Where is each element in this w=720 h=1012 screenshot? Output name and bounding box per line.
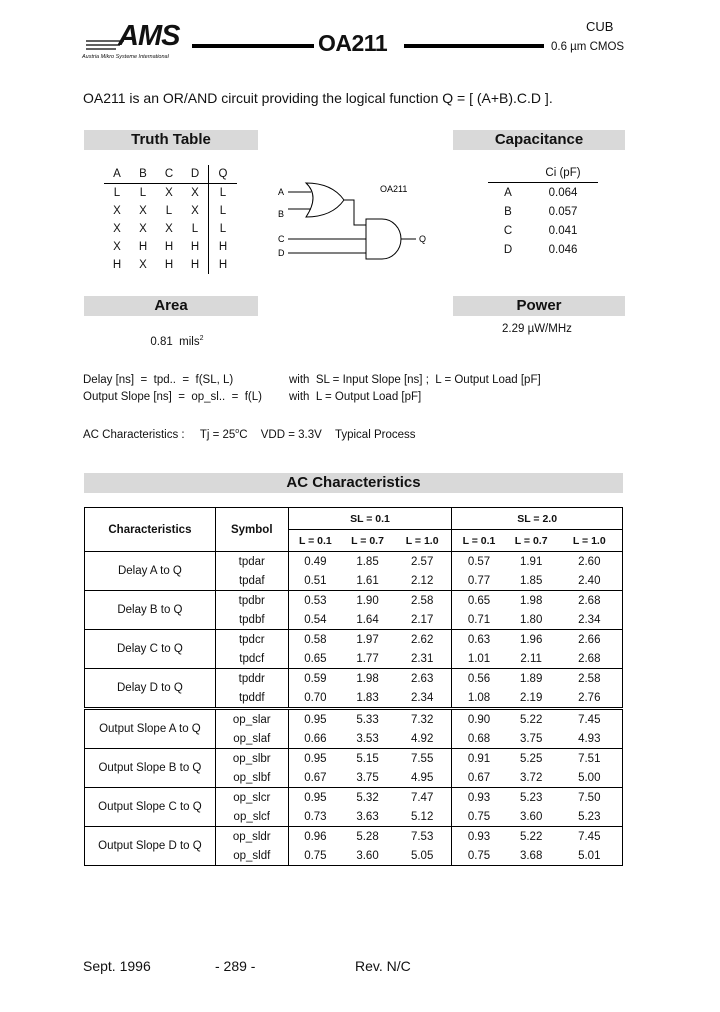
ac-value: 3.75 [506, 729, 557, 749]
tt-cell: H [209, 238, 238, 256]
tt-cell: L [209, 220, 238, 238]
schematic-input-b: B [278, 209, 285, 219]
tt-cell: X [113, 223, 121, 235]
ac-col-characteristics: Characteristics [85, 508, 216, 552]
ac-value: 1.01 [452, 649, 506, 669]
tt-cell: H [164, 241, 174, 253]
ac-row-symbol: tpddr [215, 669, 288, 689]
ac-value: 4.92 [393, 729, 452, 749]
tt-cell: H [138, 241, 148, 253]
schematic-input-a: A [278, 187, 285, 197]
ac-value: 2.11 [506, 649, 557, 669]
ac-value: 0.95 [304, 752, 327, 765]
ac-row-name: Output Slope A to Q [85, 709, 216, 749]
ac-load: L = 1.0 [557, 530, 623, 552]
ac-row-name: Delay D to Q [85, 669, 216, 709]
ac-value: 2.57 [393, 552, 452, 572]
ac-value: 0.93 [467, 830, 491, 843]
ac-value: 3.60 [506, 807, 557, 827]
ac-value: 2.68 [557, 649, 623, 669]
tt-cell: X [165, 223, 173, 235]
ac-value: 2.40 [557, 571, 623, 591]
ac-value: 7.45 [578, 713, 601, 726]
ac-value: 1.83 [342, 688, 393, 709]
area-value [144, 323, 204, 348]
tt-cell: X [113, 241, 121, 253]
footer-date: Sept. 1996 [83, 958, 151, 974]
ac-value: 1.08 [452, 688, 506, 709]
footer-revision: Rev. N/C [355, 958, 411, 974]
slope-formula: Output Slope [ns] = op_sl.. = f(L) [83, 391, 262, 403]
ac-row-symbol: op_slbf [215, 768, 288, 788]
area-exponent: 2 [199, 335, 204, 342]
cap-pin: B [504, 205, 512, 218]
cond-tj-unit: C [239, 428, 248, 441]
ac-value: 0.75 [452, 846, 506, 866]
ac-value: 3.68 [506, 846, 557, 866]
ac-value: 1.85 [506, 571, 557, 591]
ac-sl-group-2: SL = 2.0 [452, 508, 623, 530]
tt-cell: H [112, 259, 122, 271]
ac-value: 0.63 [467, 633, 491, 646]
ac-value: 7.45 [578, 830, 601, 843]
ac-value: 7.55 [393, 749, 452, 769]
ac-value: 0.93 [467, 791, 491, 804]
ac-row-name: Output Slope C to Q [85, 788, 216, 827]
table-row [85, 749, 623, 769]
ac-value: 1.90 [356, 594, 379, 607]
intro-text: OA211 is an OR/AND circuit providing the logical function Q = [ (A+B).C.D ]. [83, 90, 553, 106]
ac-value: 5.15 [356, 752, 379, 765]
table-row [85, 669, 623, 689]
ac-value: 2.76 [557, 688, 623, 709]
ac-value: 0.77 [452, 571, 506, 591]
ac-value: 1.61 [342, 571, 393, 591]
ac-value: 0.67 [452, 768, 506, 788]
ac-value: 1.97 [356, 633, 379, 646]
ac-value: 0.67 [288, 768, 342, 788]
ac-value: 0.95 [304, 713, 327, 726]
ac-value: 5.25 [519, 752, 543, 765]
ac-value: 0.91 [467, 752, 491, 765]
ac-row-symbol: op_sldf [215, 846, 288, 866]
ac-value: 5.00 [557, 768, 623, 788]
tt-cell: X [139, 205, 147, 217]
ac-load: L = 1.0 [393, 530, 452, 552]
ac-value: 3.72 [506, 768, 557, 788]
ac-value: 0.73 [288, 807, 342, 827]
ac-value: 7.51 [578, 752, 601, 765]
logo-text: AMS [118, 20, 180, 52]
ac-value: 4.95 [393, 768, 452, 788]
ac-value: 2.17 [393, 610, 452, 630]
ac-conditions [83, 428, 416, 441]
cond-tj: Tj = 25 [199, 428, 236, 441]
ac-row-symbol: op_slbr [215, 749, 288, 769]
ac-title: AC Characteristics [84, 473, 623, 493]
ac-value: 0.75 [452, 807, 506, 827]
ac-row-symbol: tpdcr [215, 630, 288, 650]
ac-value: 1.96 [519, 633, 543, 646]
cond-tj-degree: o [235, 428, 240, 435]
schematic-input-c: C [278, 234, 285, 244]
ac-value: 0.51 [288, 571, 342, 591]
cap-value: 0.057 [548, 205, 578, 218]
ac-value: 2.31 [393, 649, 452, 669]
tt-cell: L [209, 184, 238, 203]
ac-value: 1.64 [342, 610, 393, 630]
ac-value: 7.47 [393, 788, 452, 808]
ac-load: L = 0.1 [288, 530, 342, 552]
ac-value: 3.75 [342, 768, 393, 788]
oa211-schematic [270, 172, 450, 272]
ac-value: 5.23 [519, 791, 543, 804]
delay-formula-note: with SL = Input Slope [ns] ; L = Output Load [pF] [289, 374, 541, 386]
ac-value: 0.54 [288, 610, 342, 630]
header-rule-right [404, 44, 544, 48]
tt-cell: X [165, 187, 173, 199]
table-row [85, 709, 623, 730]
cap-value: 0.041 [548, 224, 578, 237]
ac-value: 0.68 [452, 729, 506, 749]
ac-value: 1.91 [519, 555, 543, 568]
ac-value: 0.71 [452, 610, 506, 630]
ac-row-symbol: op_sldr [215, 827, 288, 847]
ac-value: 2.63 [393, 669, 452, 689]
ac-value: 0.70 [288, 688, 342, 709]
library-name: CUB [586, 19, 614, 34]
tt-cell: L [113, 187, 121, 199]
ac-value: 0.75 [288, 846, 342, 866]
tt-cell: L [209, 202, 238, 220]
ac-value: 0.49 [304, 555, 327, 568]
tt-header: D [190, 168, 200, 180]
ac-value: 4.93 [557, 729, 623, 749]
ac-value: 0.66 [288, 729, 342, 749]
ac-value: 0.90 [467, 713, 491, 726]
ac-value: 5.22 [519, 713, 543, 726]
ac-table [84, 507, 623, 866]
cap-header: Ci (pF) [545, 166, 581, 179]
ac-value: 2.12 [393, 571, 452, 591]
ac-value: 2.58 [578, 672, 601, 685]
delay-formula: Delay [ns] = tpd.. = f(SL, L) [83, 374, 234, 386]
capacitance-title: Capacitance [453, 130, 625, 150]
ac-value: 5.32 [356, 791, 379, 804]
ac-value: 0.65 [467, 594, 491, 607]
ac-value: 5.12 [393, 807, 452, 827]
ac-row-symbol: op_slcr [215, 788, 288, 808]
ac-row-symbol: tpdar [215, 552, 288, 572]
table-row [85, 788, 623, 808]
ac-row-symbol: tpdaf [215, 571, 288, 591]
ac-value: 1.98 [519, 594, 543, 607]
ac-value: 7.32 [393, 709, 452, 730]
ac-value: 3.63 [342, 807, 393, 827]
power-value: 2.29 µW/MHz [502, 323, 572, 335]
ac-row-symbol: tpdbr [215, 591, 288, 611]
tt-header: Q [209, 165, 238, 184]
ac-value: 0.65 [288, 649, 342, 669]
tt-cell: L [165, 205, 173, 217]
ac-row-symbol: tpddf [215, 688, 288, 709]
ac-load: L = 0.7 [342, 530, 393, 552]
schematic-output-q: Q [419, 234, 427, 244]
truth-table-title: Truth Table [84, 130, 258, 150]
area-number: 0.81 mils [150, 335, 200, 348]
table-row [85, 827, 623, 847]
tt-header: B [139, 168, 147, 180]
ac-value: 0.58 [304, 633, 327, 646]
ac-value: 0.59 [304, 672, 327, 685]
ac-value: 1.89 [519, 672, 543, 685]
ac-row-symbol: op_slcf [215, 807, 288, 827]
schematic-input-d: D [278, 248, 285, 258]
part-name: OA211 [318, 30, 388, 56]
tt-cell: X [139, 223, 147, 235]
ac-value: 3.53 [342, 729, 393, 749]
ac-load: L = 0.7 [506, 530, 557, 552]
tt-cell: H [190, 241, 200, 253]
ac-value: 1.80 [506, 610, 557, 630]
cond-process: Typical Process [334, 428, 416, 441]
ac-value: 2.19 [506, 688, 557, 709]
logo-subtitle: Austria Mikro Systeme International [82, 54, 169, 60]
tt-cell: X [113, 205, 121, 217]
tt-cell: X [191, 187, 199, 199]
tt-cell: L [191, 223, 199, 235]
ac-value: 1.98 [356, 672, 379, 685]
ac-row-symbol: op_slaf [215, 729, 288, 749]
area-title: Area [84, 296, 258, 316]
schematic-label: OA211 [380, 184, 408, 194]
ac-value: 0.56 [467, 672, 491, 685]
slope-formula-note: with L = Output Load [pF] [289, 391, 422, 403]
ac-col-symbol: Symbol [215, 508, 288, 552]
ac-value: 5.33 [356, 713, 379, 726]
tt-header: C [164, 168, 174, 180]
ac-row-symbol: tpdbf [215, 610, 288, 630]
ac-value: 2.34 [393, 688, 452, 709]
ac-row-name: Output Slope B to Q [85, 749, 216, 788]
ac-value: 5.28 [356, 830, 379, 843]
table-row [85, 630, 623, 650]
ac-value: 2.68 [578, 594, 601, 607]
ac-value: 0.95 [304, 791, 327, 804]
ac-value: 1.85 [356, 555, 379, 568]
tt-cell: X [139, 259, 147, 271]
ac-row-name: Delay B to Q [85, 591, 216, 630]
cap-value: 0.064 [548, 186, 578, 199]
ac-value: 2.34 [557, 610, 623, 630]
ac-value: 2.62 [393, 630, 452, 650]
header-rule-left [192, 44, 314, 48]
ac-value: 5.22 [519, 830, 543, 843]
table-row [85, 552, 623, 572]
ac-value: 0.96 [304, 830, 327, 843]
ac-value: 2.66 [578, 633, 601, 646]
cap-pin: D [503, 243, 513, 256]
ac-row-name: Output Slope D to Q [85, 827, 216, 866]
ac-row-name: Delay C to Q [85, 630, 216, 669]
cond-prefix: AC Characteristics : [83, 428, 185, 441]
table-row [85, 591, 623, 611]
ac-row-name: Delay A to Q [85, 552, 216, 591]
ac-value: 0.53 [304, 594, 327, 607]
ac-value: 5.05 [393, 846, 452, 866]
ac-value: 7.50 [578, 791, 601, 804]
tt-header: A [113, 168, 121, 180]
ac-value: 2.58 [393, 591, 452, 611]
tt-cell: H [190, 259, 200, 271]
ac-row-symbol: tpdcf [215, 649, 288, 669]
ac-row-symbol: op_slar [215, 709, 288, 730]
ac-value: 5.01 [557, 846, 623, 866]
ac-value: 5.23 [557, 807, 623, 827]
ac-value: 1.77 [342, 649, 393, 669]
cap-pin: A [504, 186, 512, 199]
capacitance-table [488, 163, 598, 259]
ac-value: 0.57 [467, 555, 491, 568]
ac-load: L = 0.1 [452, 530, 506, 552]
ac-value: 3.60 [342, 846, 393, 866]
process-name: 0.6 µm CMOS [551, 41, 625, 53]
tt-cell: H [209, 256, 238, 274]
tt-cell: X [191, 205, 199, 217]
ac-sl-group-1: SL = 0.1 [288, 508, 452, 530]
tt-cell: H [164, 259, 174, 271]
footer-page: - 289 - [215, 958, 256, 974]
tt-cell: L [139, 187, 147, 199]
cond-vdd: VDD = 3.3V [260, 428, 322, 441]
ac-value: 7.53 [393, 827, 452, 847]
cap-value: 0.046 [548, 243, 578, 256]
power-title: Power [453, 296, 625, 316]
truth-table [104, 165, 237, 274]
ac-value: 2.60 [578, 555, 601, 568]
cap-pin: C [503, 224, 513, 237]
